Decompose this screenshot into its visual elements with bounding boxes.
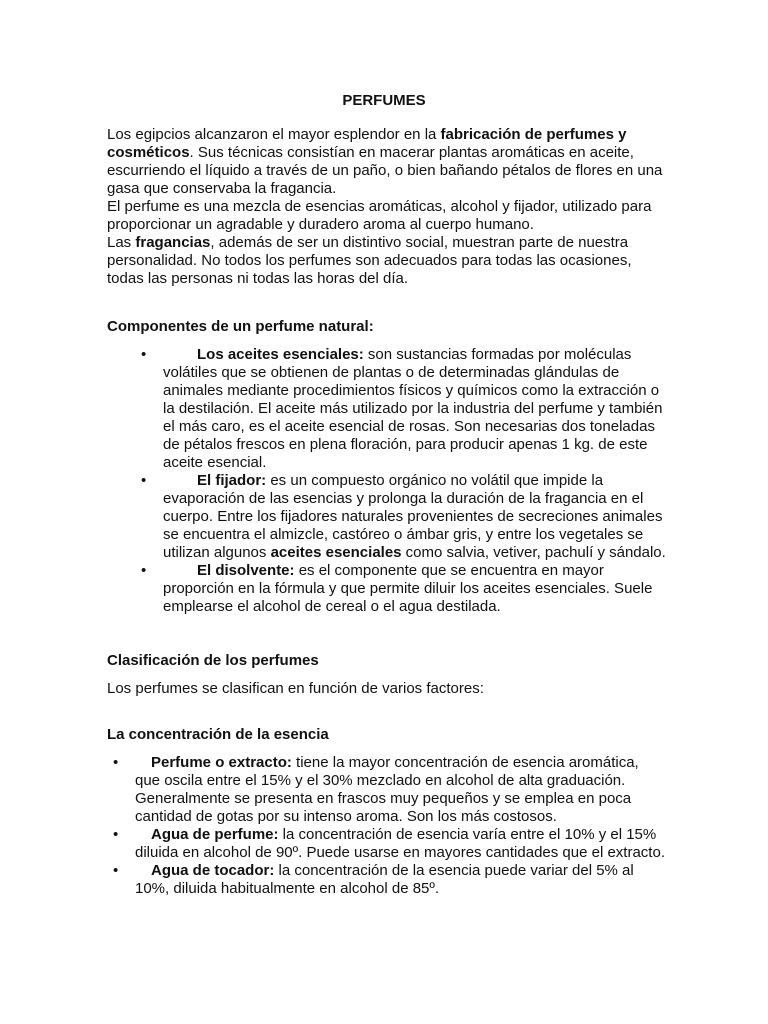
- components-list: [107, 346, 667, 616]
- item-text: la concentración de esencia varía entre el 10% y el 15% diluida en alcohol de 90º. Puede usarse en mayores cantidades que el extracto.: [135, 826, 665, 861]
- item-term: El disolvente:: [197, 562, 295, 579]
- item-text: es un compuesto orgánico no volátil que impide la evaporación de las esencias y prolonga la duración de la fragancia en el cuerpo. Entre los fijadores naturales provenientes de secreciones animales se encuentra el almizcle, castóreo o ámbar gris, y entre los vegetales se utilizan algunos: [163, 472, 663, 561]
- components-heading: Componentes de un perfume natural:: [107, 318, 374, 335]
- intro-text: . Sus técnicas consistían en macerar plantas aromáticas en aceite, escurriendo el líquido a través de un paño, o bien bañando pétalos de flores en una gasa que conservaba la fragancia.: [107, 144, 663, 197]
- intro-text: Las: [107, 234, 136, 251]
- item-text: la concentración de la esencia puede variar del 5% al 10%, diluida habitualmente en alcohol de 85º.: [135, 862, 634, 897]
- bullet-icon: •: [141, 562, 147, 579]
- concentration-list: [107, 754, 667, 898]
- item-bold-text: aceites esenciales: [270, 544, 402, 561]
- intro-text: Los egipcios alcanzaron el mayor esplendor en la: [107, 126, 441, 143]
- list-item: [107, 754, 667, 826]
- concentration-heading: La concentración de la esencia: [107, 726, 329, 743]
- item-term: El fijador:: [197, 472, 267, 489]
- page-title: PERFUMES: [342, 92, 426, 109]
- item-term: Agua de perfume:: [151, 826, 279, 843]
- intro-bold-text: fragancias: [135, 234, 211, 251]
- intro-section: [107, 126, 667, 288]
- bullet-icon: •: [141, 472, 147, 489]
- item-text: son sustancias formadas por moléculas volátiles que se obtienen de plantas o de determinadas glándulas de animales mediante procedimientos físicos y químicos como la extracción o la destilación. El aceite más utilizado por la industria del perfume y también el más caro, es el aceite esencial de rosas. Son necesarias dos toneladas de pétalos frescos en plena floración, para producir apenas 1 kg. de este aceite esencial.: [163, 346, 663, 471]
- item-text: tiene la mayor concentración de esencia aromática, que oscila entre el 15% y el 30% mezclado en alcohol de alta graduación. Generalmente se presenta en frascos muy pequeños y se emplea en poca cantidad de gotas por su intenso aroma. Son los más costosos.: [135, 754, 639, 825]
- item-term: Agua de tocador:: [151, 862, 275, 879]
- intro-paragraph-3: [107, 234, 667, 288]
- intro-paragraph-1: [107, 126, 667, 198]
- intro-text: , además de ser un distintivo social, muestran parte de nuestra personalidad. No todos los perfumes son adecuados para todas las ocasiones, todas las personas ni todas las horas del día.: [107, 234, 632, 287]
- list-item: [107, 346, 667, 472]
- item-term: Los aceites esenciales:: [197, 346, 364, 363]
- classification-heading: Clasificación de los perfumes: [107, 652, 319, 669]
- list-item: [107, 472, 667, 562]
- bullet-icon: •: [141, 346, 147, 363]
- bullet-icon: •: [113, 862, 119, 879]
- intro-paragraph-2: El perfume es una mezcla de esencias aromáticas, alcohol y fijador, utilizado para proporcionar un agradable y duradero aroma al cuerpo humano.: [107, 198, 652, 233]
- list-item: [107, 562, 667, 616]
- item-text: es el componente que se encuentra en mayor proporción en la fórmula y que permite diluir los aceites esenciales. Suele emplearse el alcohol de cereal o el agua destilada.: [163, 562, 653, 615]
- item-text: como salvia, vetiver, pachulí y sándalo.: [401, 544, 666, 561]
- list-item: [107, 862, 667, 898]
- list-item: [107, 826, 667, 862]
- bullet-icon: •: [113, 826, 119, 843]
- intro-bold-text: fabricación de perfumes y cosméticos: [107, 126, 627, 161]
- classification-text: Los perfumes se clasifican en función de varios factores:: [107, 680, 484, 697]
- item-term: Perfume o extracto:: [151, 754, 292, 771]
- bullet-icon: •: [113, 754, 119, 771]
